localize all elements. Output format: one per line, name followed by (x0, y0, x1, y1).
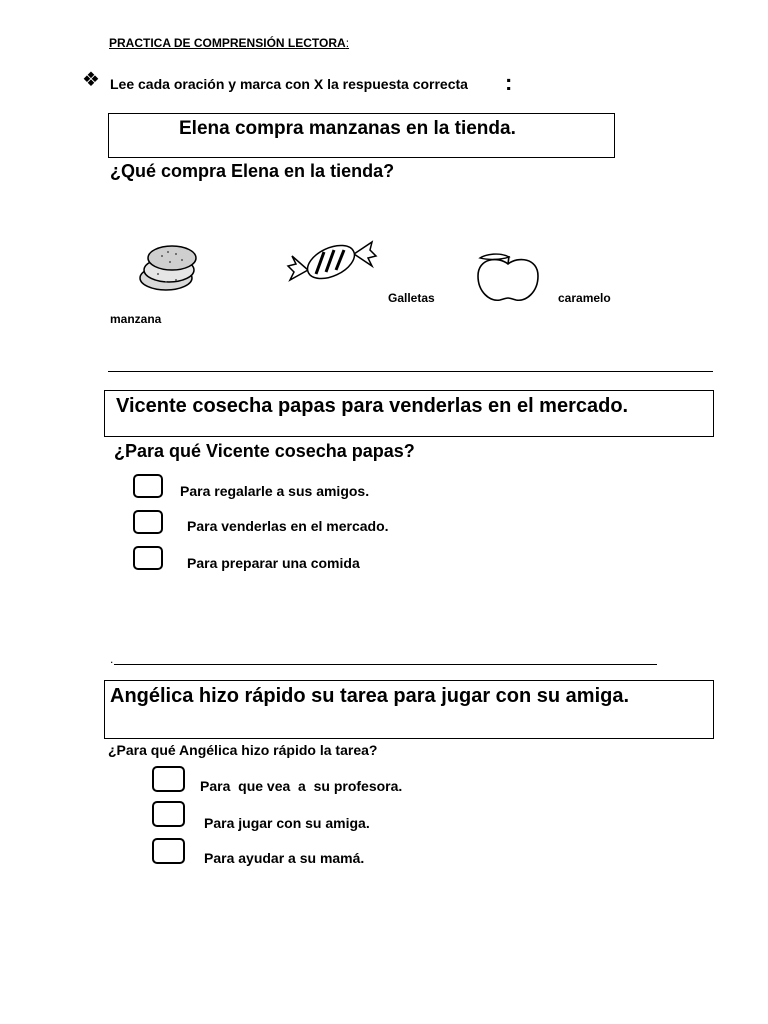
q2-option-2-label: Para venderlas en el mercado. (187, 518, 389, 534)
candy-icon (286, 232, 378, 292)
divider-2 (114, 664, 657, 665)
instructions: Lee cada oración y marca con X la respuesta correcta (110, 76, 468, 92)
q2-option-3-label: Para preparar una comida (187, 555, 360, 571)
q2-option-1-label: Para regalarle a sus amigos. (180, 483, 370, 499)
q2-option-3-checkbox[interactable] (133, 546, 163, 570)
q3-question: ¿Para qué Angélica hizo rápido la tarea? (108, 742, 378, 758)
divider-1 (108, 371, 713, 372)
label-manzana: manzana (110, 312, 162, 326)
diamond-bullet-icon: ❖ (82, 69, 100, 91)
q2-sentence: Vicente cosecha papas para venderlas en el mercado. (116, 395, 629, 417)
q2-sentence-box (104, 390, 714, 437)
q3-sentence-box (104, 680, 714, 739)
page-title (109, 36, 349, 50)
q2-question: ¿Para qué Vicente cosecha papas? (114, 441, 415, 461)
separator-dot: . (110, 652, 114, 666)
q3-sentence: Angélica hizo rápido su tarea para jugar con su amiga. (110, 685, 630, 707)
page-title-suffix: : (345, 36, 350, 50)
q3-option-1-checkbox[interactable] (152, 766, 185, 792)
q1-sentence: Elena compra manzanas en la tienda. (179, 118, 516, 139)
cookies-icon (136, 240, 206, 296)
q3-option-3-checkbox[interactable] (152, 838, 185, 864)
q3-option-3-label: Para ayudar a su mamá. (204, 850, 365, 866)
label-caramelo: caramelo (558, 291, 611, 305)
q2-option-1-checkbox[interactable] (133, 474, 163, 498)
q1-question: ¿Qué compra Elena en la tienda? (110, 161, 395, 181)
q3-option-2-checkbox[interactable] (152, 801, 185, 827)
q3-option-2-label: Para jugar con su amiga. (204, 815, 370, 831)
apple-icon (472, 252, 544, 304)
q3-option-1-label: Para que vea a su profesora. (200, 778, 403, 794)
q1-sentence-box (108, 113, 615, 158)
instructions-colon: : (505, 70, 513, 95)
page-title-text: PRACTICA DE COMPRENSIÓN LECTORA (109, 36, 346, 50)
q2-option-2-checkbox[interactable] (133, 510, 163, 534)
label-galletas: Galletas (388, 291, 435, 305)
